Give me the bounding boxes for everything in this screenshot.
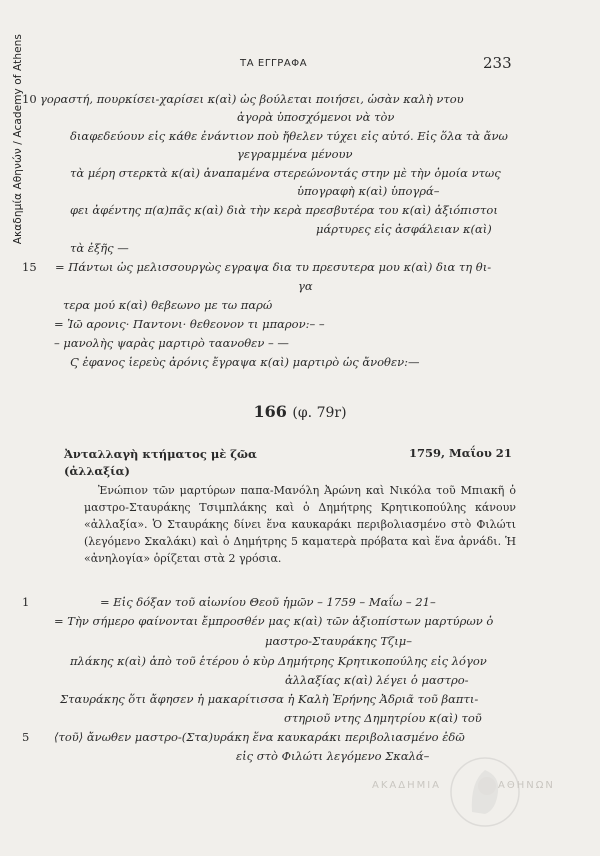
text-line: εἰς στὸ Φιλώτι λεγόμενο Σκαλά– (236, 749, 430, 763)
text-line: γα (298, 279, 313, 293)
text-line: τὰ μέρη στερκτὰ κ(αὶ) ἀναπαμένα στερεώνοντάς στην μὲ τὴν ὁμοία ντως (70, 166, 501, 180)
text-line: – μανολὴς ψαρὰς μαρτιρὸ ταανοθεν – — (54, 336, 289, 350)
document-title-line: Ἀνταλλαγὴ κτήματος μὲ ζῶα (64, 447, 257, 461)
archive-side-stamp: Ακαδημία Αθηνών / Academy of Athens (12, 34, 24, 245)
text-line: γεγραμμένα μένουν (237, 147, 353, 161)
text-line: Σταυράκης ὅτι ἄφησεν ἡ μακαρίτισσα ἡ Καλὴ Ἐρήνης Ἀδριᾶ τοῦ βαπτι- (60, 692, 479, 706)
text-line: = Πάντωι ὡς μελισσουργὼς εγραψα δια τυ πρεσυτερα μου κ(αὶ) δια τη θι- (55, 260, 492, 274)
text-line: γοραστή, πουρκίσει-χαρίσει κ(αὶ) ὡς βούλεται ποιήσει, ὡσὰν καλὴ ντου (40, 92, 464, 106)
text-line: πλάκης κ(αὶ) ἀπὸ τοῦ ἑτέρου ὁ κὺρ Δημήτρης Κρητικοπούλης εἰς λόγον (70, 654, 487, 668)
text-line: φει ἀφέντης π(α)πᾶς κ(αὶ) διὰ τὴν κερὰ πρεσβυτέρα του κ(αὶ) ἀξιόπιστοι (70, 203, 498, 217)
line-number: 1 (22, 595, 30, 609)
text-line: διαφεδεύουν εἰς κάθε ἐνάντιον ποὺ ἤθελεν τύχει εἰς αὐτό. Εἰς ὅλα τὰ ἄνω (70, 129, 508, 143)
academy-seal-watermark (440, 752, 530, 832)
text-line: ἀλλαξίας κ(αὶ) λέγει ὁ μαστρο- (285, 673, 469, 687)
text-line: μάρτυρες εἰς ἀσφάλειαν κ(αὶ) (316, 222, 492, 236)
watermark-text: ΑΚΑΔΗΜΙΑ (372, 780, 442, 791)
text-line: ἀγορὰ ὑποσχόμενοι νὰ τὸν (237, 110, 395, 124)
document-summary: Ἐνώπιον τῶν μαρτύρων παπα-Μανόλη Ἀρώνη καὶ Νικόλα τοῦ Μπιακῆ ὁ μαστρο-Σταυράκης Τσιμπλάκης καὶ ὁ Δημήτρης Κρητικοπούλης κάνουν «ἀλλαξία». Ὁ Σταυράκης δίνει ἕνα καυκαράκι περιβολιασμένο στὸ Φιλώτι (λεγόμενο Σκαλάκι) καὶ ὁ Δημήτρης 5 καματερὰ πρόβατα καὶ ἕνα ἀρνάδι. Ἡ «ἀνηλογία» ὁρίζεται στὰ 2 γρόσια. (84, 484, 516, 565)
running-head: ΤΑ ΕΓΓΡΑΦΑ (240, 58, 308, 69)
document-number: 166 (253, 402, 287, 421)
folio-reference: (φ. 79r) (292, 405, 347, 421)
text-line: ⟨τοῦ⟩ ἄνωθεν μαστρο-(Στα)υράκη ἕνα καυκαράκι περιβολιασμένο ἐδῶ (54, 730, 465, 744)
line-number: 15 (22, 260, 37, 274)
document-title-line: (ἀλλαξία) (64, 464, 130, 478)
text-line: = Ἰῶ αρονις· Παντονι· θεθεονον τι μπαρον:– – (54, 317, 325, 331)
document-number-heading (0, 402, 600, 421)
document-date: 1759, Μαΐου 21 (409, 446, 512, 460)
page-number: 233 (483, 54, 512, 72)
text-line: ὑπογραφὴ κ(αὶ) ὑπογρά– (297, 184, 440, 198)
text-line: στηριοῦ ντης Δημητρίου κ(αὶ) τοῦ (284, 711, 482, 725)
text-line: μαστρο-Σταυράκης Τζιμ– (265, 634, 412, 648)
line-number: 10 (22, 92, 37, 106)
text-line: Ϛ ἐφανος ἱερεὺς ἀρόνις ἔγραψα κ(αὶ) μαρτιρὸ ὡς ἄνοθεν:— (70, 355, 420, 369)
text-line: = Τὴν σήμερο φαίνονται ἔμπροσθέν μας κ(αὶ) τῶν ἀξιοπίστων μαρτύρων ὁ (54, 614, 494, 628)
document-title (64, 446, 257, 480)
text-line: τὰ ἐξῆς — (70, 241, 129, 255)
line-number: 5 (22, 730, 30, 744)
text-line: = Εἰς δόξαν τοῦ αἰωνίου Θεοῦ ἡμῶν – 1759 – Μαΐω – 21– (100, 595, 436, 609)
text-line: τερα μού κ(αὶ) θεβεωνο με τω παρώ (63, 298, 273, 312)
watermark-text: ΑΘΗΝΩΝ (498, 780, 555, 791)
